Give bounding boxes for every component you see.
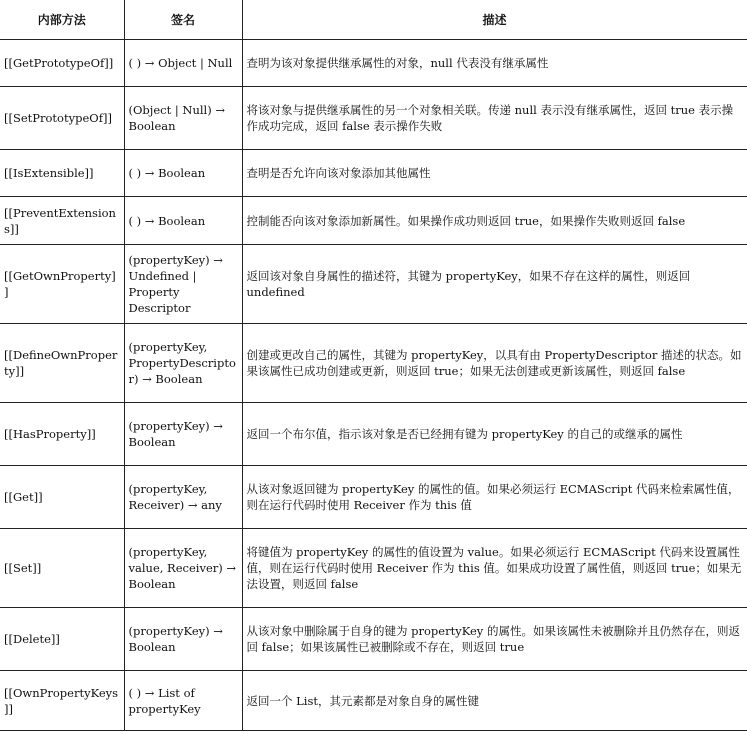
signature-cell: (Object | Null) → Boolean (124, 87, 242, 150)
description-cell: 返回一个布尔值，指示该对象是否已经拥有键为 propertyKey 的自己的或继承的属性 (242, 403, 747, 466)
description-cell: 返回该对象自身属性的描述符，其键为 propertyKey，如果不存在这样的属性，则返回 undefined (242, 245, 747, 324)
description-cell: 创建或更改自己的属性，其键为 propertyKey，以具有由 PropertyDescriptor 描述的状态。如果该属性已成功创建或更新，则返回 true；如果无法创建或更新该属性，则返回 false (242, 324, 747, 403)
signature-cell: (propertyKey, PropertyDescriptor) → Boolean (124, 324, 242, 403)
table-row (0, 324, 747, 403)
table-row (0, 150, 747, 197)
header-signature: 签名 (124, 0, 242, 40)
signature-cell: ( ) → List of propertyKey (124, 671, 242, 731)
method-cell: [[Delete]] (0, 608, 124, 671)
method-cell: [[HasProperty]] (0, 403, 124, 466)
table-row (0, 671, 747, 731)
table-row (0, 403, 747, 466)
description-cell: 查明为该对象提供继承属性的对象，null 代表没有继承属性 (242, 40, 747, 87)
signature-cell: (propertyKey) → Boolean (124, 608, 242, 671)
signature-cell: (propertyKey) → Boolean (124, 403, 242, 466)
table-row (0, 529, 747, 608)
description-cell: 控制能否向该对象添加新属性。如果操作成功则返回 true，如果操作失败则返回 false (242, 197, 747, 245)
method-cell: [[OwnPropertyKeys]] (0, 671, 124, 731)
table-row (0, 40, 747, 87)
table-row (0, 466, 747, 529)
signature-cell: (propertyKey) → Undefined | Property Descriptor (124, 245, 242, 324)
method-cell: [[GetPrototypeOf]] (0, 40, 124, 87)
description-cell: 从该对象返回键为 propertyKey 的属性的值。如果必须运行 ECMAScript 代码来检索属性值，则在运行代码时使用 Receiver 作为 this 值 (242, 466, 747, 529)
header-method: 内部方法 (0, 0, 124, 40)
signature-cell: ( ) → Object | Null (124, 40, 242, 87)
table-row (0, 197, 747, 245)
description-cell: 查明是否允许向该对象添加其他属性 (242, 150, 747, 197)
method-cell: [[PreventExtensions]] (0, 197, 124, 245)
method-cell: [[GetOwnProperty]] (0, 245, 124, 324)
method-cell: [[IsExtensible]] (0, 150, 124, 197)
description-cell: 将该对象与提供继承属性的另一个对象相关联。传递 null 表示没有继承属性，返回 true 表示操作成功完成，返回 false 表示操作失败 (242, 87, 747, 150)
signature-cell: (propertyKey, Receiver) → any (124, 466, 242, 529)
header-row (0, 0, 747, 40)
signature-cell: ( ) → Boolean (124, 197, 242, 245)
table-row (0, 87, 747, 150)
table-row (0, 608, 747, 671)
header-description: 描述 (242, 0, 747, 40)
method-cell: [[Get]] (0, 466, 124, 529)
table-row (0, 245, 747, 324)
method-cell: [[SetPrototypeOf]] (0, 87, 124, 150)
description-cell: 从该对象中删除属于自身的键为 propertyKey 的属性。如果该属性未被删除并且仍然存在，则返回 false；如果该属性已被删除或不存在，则返回 true (242, 608, 747, 671)
signature-cell: (propertyKey, value, Receiver) → Boolean (124, 529, 242, 608)
description-cell: 将键值为 propertyKey 的属性的值设置为 value。如果必须运行 ECMAScript 代码来设置属性值，则在运行代码时使用 Receiver 作为 this 值。如果成功设置了属性值，则返回 true；如果无法设置，则返回 false (242, 529, 747, 608)
signature-cell: ( ) → Boolean (124, 150, 242, 197)
method-cell: [[Set]] (0, 529, 124, 608)
description-cell: 返回一个 List，其元素都是对象自身的属性键 (242, 671, 747, 731)
method-cell: [[DefineOwnProperty]] (0, 324, 124, 403)
